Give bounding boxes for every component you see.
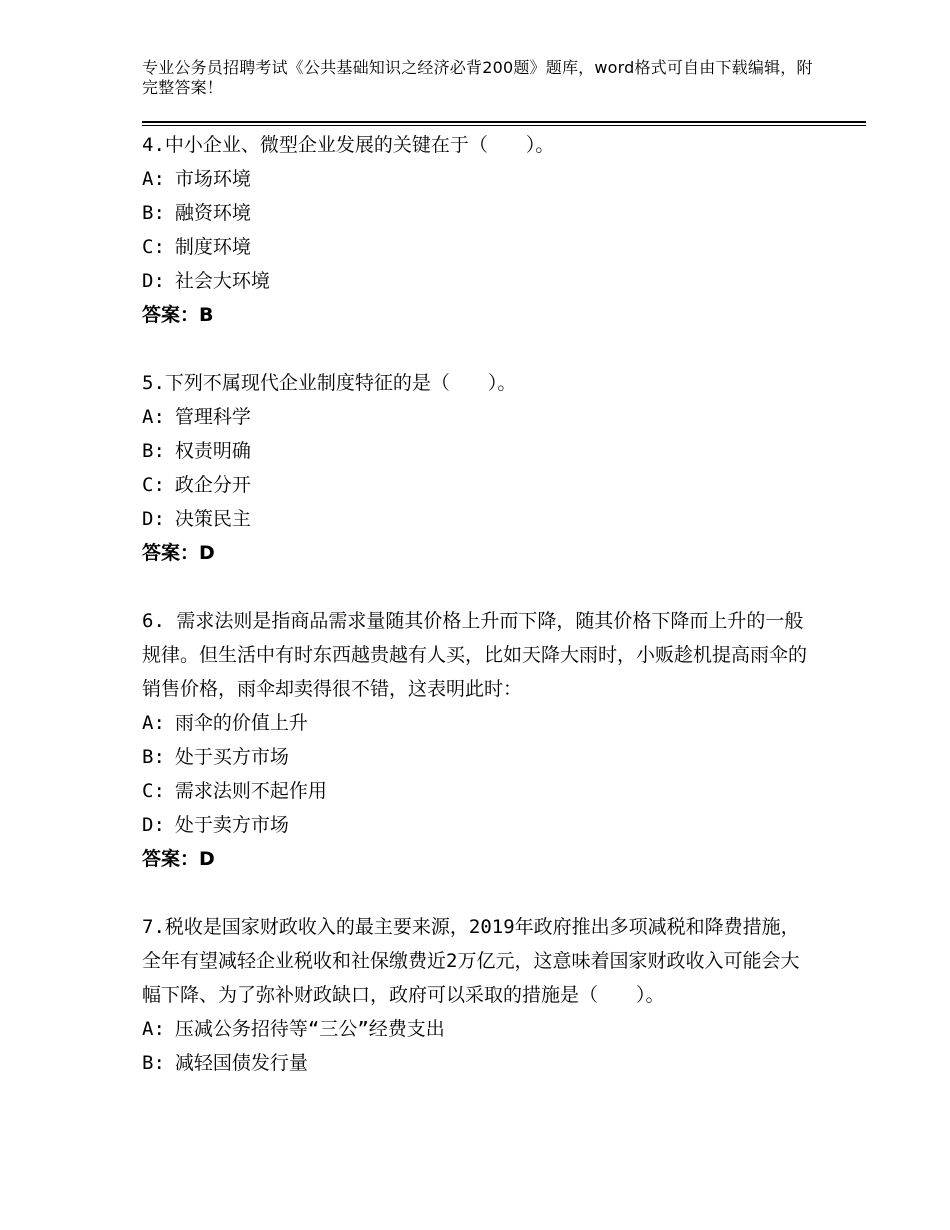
option-text: 决策民主 — [174, 508, 251, 530]
option-d — [142, 808, 866, 842]
question-list — [142, 128, 866, 1080]
option-key: B: — [142, 1052, 165, 1074]
option-a — [142, 400, 866, 434]
option-key: D: — [142, 814, 165, 836]
header-rule-thick — [142, 121, 866, 123]
document-header: 专业公务员招聘考试《公共基础知识之经济必背200题》题库，word格式可自由下载编辑，附完整答案！ — [142, 58, 813, 97]
option-key: A: — [142, 168, 165, 190]
option-c — [142, 468, 866, 502]
option-b — [142, 196, 866, 230]
option-c — [142, 230, 866, 264]
option-text: 制度环境 — [174, 236, 251, 258]
answer-label: 答案：D — [142, 542, 215, 564]
question-text: 7.税收是国家财政收入的最主要来源，2019年政府推出多项减税和降费措施，全年有望减轻企业税收和社保缴费近2万亿元，这意味着国家财政收入可能会大幅下降、为了弥补财政缺口，政府可以采取的措施是（ ）。 — [142, 916, 800, 1006]
header-rule-thin — [142, 125, 866, 126]
question-6 — [142, 604, 866, 876]
option-key: D: — [142, 508, 165, 530]
option-c — [142, 774, 866, 808]
option-text: 政企分开 — [174, 474, 251, 496]
question-5 — [142, 366, 866, 570]
option-d — [142, 264, 866, 298]
option-text: 融资环境 — [174, 202, 251, 224]
spacer — [142, 332, 866, 366]
spacer — [142, 876, 866, 910]
question-text: 6. 需求法则是指商品需求量随其价格上升而下降，随其价格下降而上升的一般规律。但生活中有时东西越贵越有人买，比如天降大雨时，小贩趁机提高雨伞的销售价格，雨伞却卖得很不错，这表明此时： — [142, 610, 808, 700]
option-key: B: — [142, 440, 165, 462]
spacer — [142, 570, 866, 604]
question-text: 5.下列不属现代企业制度特征的是（ ）。 — [142, 372, 517, 394]
option-text: 处于买方市场 — [174, 746, 289, 768]
option-text: 社会大环境 — [174, 270, 270, 292]
option-text: 处于卖方市场 — [174, 814, 289, 836]
option-d — [142, 502, 866, 536]
option-key: C: — [142, 780, 165, 802]
option-key: A: — [142, 406, 165, 428]
option-key: A: — [142, 712, 165, 734]
option-text: 需求法则不起作用 — [174, 780, 327, 802]
option-key: B: — [142, 746, 165, 768]
option-key: C: — [142, 474, 165, 496]
answer-label: 答案：D — [142, 848, 215, 870]
option-key: D: — [142, 270, 165, 292]
option-a — [142, 706, 866, 740]
option-key: C: — [142, 236, 165, 258]
question-text: 4.中小企业、微型企业发展的关键在于（ ）。 — [142, 134, 555, 156]
question-4 — [142, 128, 866, 332]
option-b — [142, 1046, 866, 1080]
option-key: B: — [142, 202, 165, 224]
question-7 — [142, 910, 866, 1080]
option-text: 权责明确 — [174, 440, 251, 462]
option-a — [142, 162, 866, 196]
option-key: A: — [142, 1018, 165, 1040]
option-text: 压减公务招待等“三公”经费支出 — [174, 1018, 445, 1040]
option-text: 市场环境 — [174, 168, 251, 190]
option-b — [142, 434, 866, 468]
answer-label: 答案：B — [142, 304, 214, 326]
option-b — [142, 740, 866, 774]
option-text: 管理科学 — [174, 406, 251, 428]
option-a — [142, 1012, 866, 1046]
option-text: 减轻国债发行量 — [174, 1052, 308, 1074]
option-text: 雨伞的价值上升 — [174, 712, 308, 734]
